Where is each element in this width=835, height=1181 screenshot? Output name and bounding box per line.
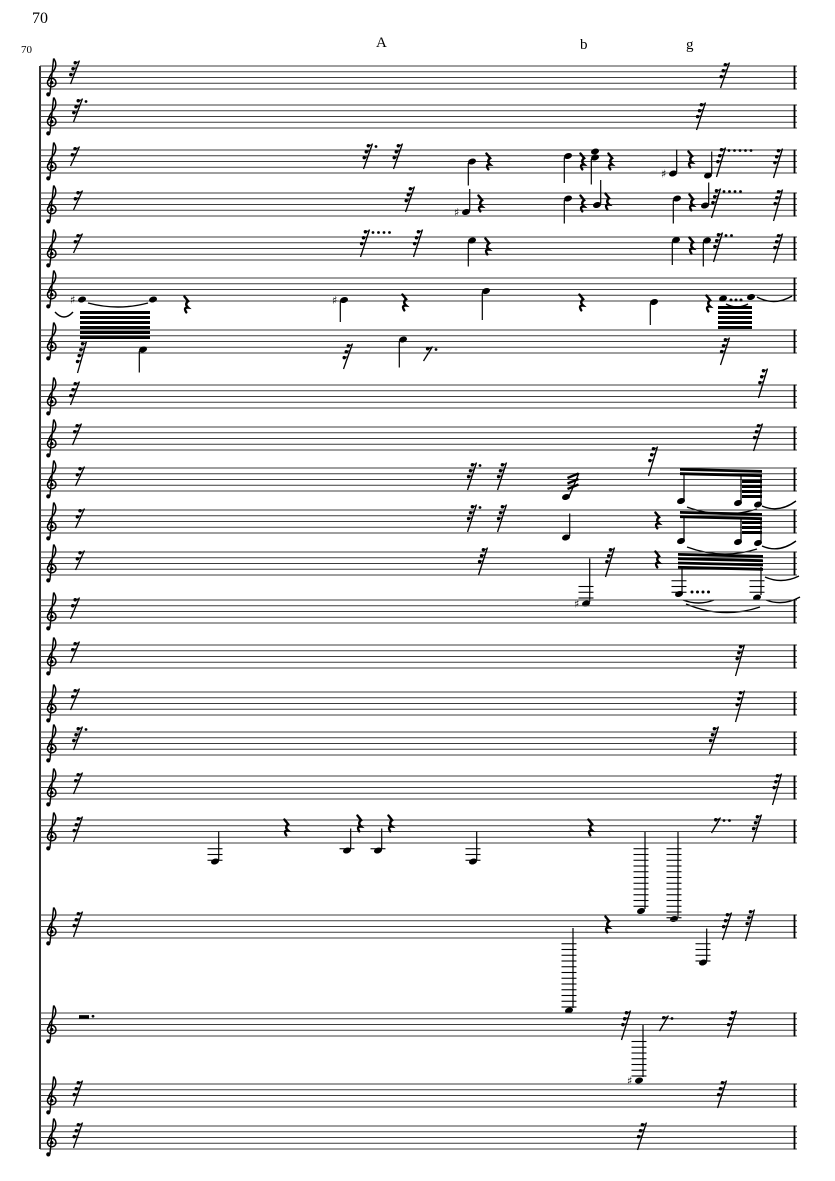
tremolo-beam: [742, 526, 762, 529]
sharp-accidental: ♯: [454, 205, 460, 219]
tie-slur: [762, 541, 796, 549]
rest-dot: [85, 728, 88, 731]
tremolo-beam: [742, 495, 762, 498]
treble-clef-icon: [46, 536, 50, 540]
augmentation-dot: [740, 299, 743, 302]
rest-dot: [671, 1017, 674, 1020]
barline-right: [794, 820, 796, 844]
rest-dot: [479, 506, 482, 509]
treble-clef-icon: [46, 758, 50, 762]
barline-right: [794, 193, 796, 217]
rest-dot: [744, 149, 747, 152]
augmentation-dot: [730, 299, 733, 302]
treble-clef-icon: [50, 208, 53, 211]
treble-clef-icon: [46, 1152, 50, 1156]
treble-clef-icon: [50, 747, 53, 750]
treble-clef-icon: [50, 1099, 53, 1102]
staff-16: [40, 725, 797, 763]
beam: [678, 566, 763, 571]
rest-dot: [728, 149, 731, 152]
quarter-rest: [689, 195, 693, 211]
tie-slur: [88, 303, 148, 307]
tremolo-beam: [80, 311, 150, 314]
staff-13: [40, 593, 797, 631]
tremolo-beam: [742, 490, 762, 493]
treble-clef-icon: [50, 293, 53, 296]
rest-dot: [728, 190, 731, 193]
treble-clef-icon: [46, 626, 50, 630]
sharp-accidental: ♯: [332, 293, 338, 307]
barline-right: [794, 1084, 796, 1108]
staff-2: [40, 98, 797, 136]
measure-number-inner: 70: [21, 44, 32, 56]
treble-clef-icon: [46, 304, 50, 308]
staff-8: [40, 369, 797, 416]
treble-clef-icon: [50, 615, 53, 618]
rest-dot: [435, 348, 438, 351]
note-head: [634, 1076, 644, 1084]
tremolo-beam: [742, 521, 762, 524]
note-head: [77, 295, 87, 303]
half-rest: [79, 1015, 89, 1019]
treble-clef-icon: [50, 525, 53, 528]
augmentation-dot: [707, 591, 710, 594]
augmentation-dot: [702, 591, 705, 594]
barline-right: [794, 600, 796, 624]
staff-10: [40, 447, 797, 515]
staff-17: [40, 769, 797, 807]
barline-right: [794, 468, 796, 492]
barline-right: [794, 150, 796, 174]
treble-clef-icon: [50, 791, 53, 794]
treble-clef-icon: [50, 345, 53, 348]
beam: [678, 562, 763, 567]
rest-dot: [750, 149, 753, 152]
staff-6: [40, 271, 797, 340]
quarter-rest: [605, 194, 609, 210]
treble-clef-icon: [50, 835, 53, 838]
beam: [680, 468, 762, 473]
rest-dot: [377, 231, 380, 234]
treble-clef-icon: [46, 578, 50, 582]
quarter-rest: [485, 239, 489, 255]
rehearsal-mark-b: b: [580, 37, 588, 53]
rest-dot: [730, 234, 733, 237]
treble-clef-icon: [46, 356, 50, 360]
tremolo-beam: [80, 336, 150, 339]
rehearsal-mark-A: A: [376, 35, 387, 51]
rest-dot: [388, 231, 391, 234]
treble-clef-icon: [46, 802, 50, 806]
note-head: [590, 147, 600, 155]
system-barline-left: [39, 66, 41, 1149]
note-head: [669, 915, 679, 923]
augmentation-dot: [691, 591, 694, 594]
treble-clef-icon: [50, 660, 53, 663]
rest-dot: [733, 149, 736, 152]
treble-clef-icon: [46, 671, 50, 675]
staff-5: [40, 230, 797, 268]
barline-right: [794, 66, 796, 90]
tie-slur: [687, 547, 757, 554]
tremolo-beam: [80, 331, 150, 334]
quarter-rest: [284, 820, 288, 836]
staff-4: [40, 180, 797, 224]
tremolo-beam: [718, 311, 752, 314]
staff-15: [40, 685, 797, 723]
treble-clef-icon: [46, 718, 50, 722]
quarter-rest: [706, 296, 710, 312]
rest-dot: [723, 190, 726, 193]
sharp-accidental: ♯: [574, 597, 580, 611]
treble-clef-icon: [50, 400, 53, 403]
rest-dot: [734, 190, 737, 193]
treble-clef-icon: [46, 494, 50, 498]
staff-3: [40, 143, 797, 186]
barline-right: [794, 915, 796, 939]
tremolo-beam: [718, 326, 752, 329]
tremolo-beam: [80, 316, 150, 319]
treble-clef-icon: [50, 81, 53, 84]
barline-right: [794, 1013, 796, 1037]
quarter-rest: [605, 917, 609, 933]
treble-clef-icon: [46, 941, 50, 945]
rest-dot: [383, 231, 386, 234]
barline-right: [794, 776, 796, 800]
staff-21: [40, 1077, 797, 1115]
tremolo-beam: [718, 316, 752, 319]
staff-20: [40, 1006, 797, 1088]
tremolo-beam: [80, 321, 150, 324]
treble-clef-icon: [50, 567, 53, 570]
barline-right: [794, 645, 796, 669]
tie-slur: [55, 312, 73, 317]
treble-clef-icon: [46, 846, 50, 850]
treble-clef-icon: [50, 120, 53, 123]
barline-right: [794, 1126, 796, 1150]
barline-right: [794, 552, 796, 576]
treble-clef-icon: [50, 252, 53, 255]
rest-dot: [92, 1015, 95, 1018]
treble-clef-icon: [46, 411, 50, 415]
staff-14: [40, 638, 797, 677]
treble-clef-icon: [46, 263, 50, 267]
quarter-rest: [579, 295, 583, 311]
barline-right: [794, 330, 796, 354]
treble-clef-icon: [46, 176, 50, 180]
note-head: [746, 293, 756, 301]
quarter-rest: [688, 152, 692, 168]
treble-clef-icon: [50, 1028, 53, 1031]
staff-7: [40, 323, 797, 374]
treble-clef-icon: [46, 92, 50, 96]
rest-dot: [739, 149, 742, 152]
note-head: [148, 295, 158, 303]
tie-slur: [762, 501, 796, 509]
measure-number-outer: 70: [32, 10, 48, 27]
augmentation-dot: [696, 591, 699, 594]
treble-clef-icon: [50, 483, 53, 486]
quarter-rest: [655, 552, 659, 568]
rehearsal-mark-g: g: [686, 37, 694, 53]
quarter-rest: [388, 816, 392, 832]
treble-clef-icon: [50, 165, 53, 168]
rest-dot: [375, 145, 378, 148]
quarter-rest: [478, 196, 482, 212]
barline-right: [794, 692, 796, 716]
treble-clef-icon: [50, 1141, 53, 1144]
barline-right: [794, 278, 796, 302]
rest-dot: [725, 234, 728, 237]
treble-clef-icon: [50, 930, 53, 933]
treble-clef-icon: [46, 453, 50, 457]
treble-clef-icon: [46, 219, 50, 223]
quarter-rest: [689, 238, 693, 254]
tremolo-beam: [742, 485, 762, 488]
barline-right: [794, 427, 796, 451]
note-head: [636, 907, 646, 915]
barline-right: [794, 732, 796, 756]
staff-9: [40, 420, 797, 458]
beam: [680, 472, 762, 477]
barline-right: [794, 105, 796, 129]
rest-dot: [728, 819, 731, 822]
quarter-rest: [655, 513, 659, 529]
rest-dot: [85, 100, 88, 103]
quarter-rest: [184, 297, 188, 313]
treble-clef-icon: [50, 707, 53, 710]
staff-18: [40, 813, 797, 924]
staff-22: [40, 1119, 797, 1157]
staff-19: [40, 908, 797, 1015]
barline-right: [794, 237, 796, 261]
tremolo-beam: [742, 480, 762, 483]
sharp-accidental: ♯: [627, 1074, 633, 1088]
sharp-accidental: ♯: [70, 293, 76, 307]
rest-dot: [739, 190, 742, 193]
staff-11: [40, 503, 797, 555]
treble-clef-icon: [46, 1110, 50, 1114]
sharp-accidental: ♯: [661, 167, 667, 181]
tie-slur: [765, 576, 799, 581]
rest-dot: [723, 819, 726, 822]
tremolo-beam: [742, 531, 762, 534]
rest-dot: [372, 231, 375, 234]
barline-right: [794, 385, 796, 409]
tremolo-beam: [718, 321, 752, 324]
tremolo-beam: [80, 326, 150, 329]
treble-clef-icon: [50, 442, 53, 445]
quarter-rest: [357, 816, 361, 832]
quarter-rest: [580, 196, 584, 212]
quarter-rest: [402, 295, 406, 311]
barline-right: [794, 510, 796, 534]
staff-1: [40, 59, 797, 97]
augmentation-dot: [735, 299, 738, 302]
tremolo-beam: [718, 306, 752, 309]
quarter-rest: [588, 820, 592, 836]
staff-12: [40, 545, 800, 613]
treble-clef-icon: [46, 131, 50, 135]
rest-dot: [479, 464, 482, 467]
treble-clef-icon: [46, 1039, 50, 1043]
